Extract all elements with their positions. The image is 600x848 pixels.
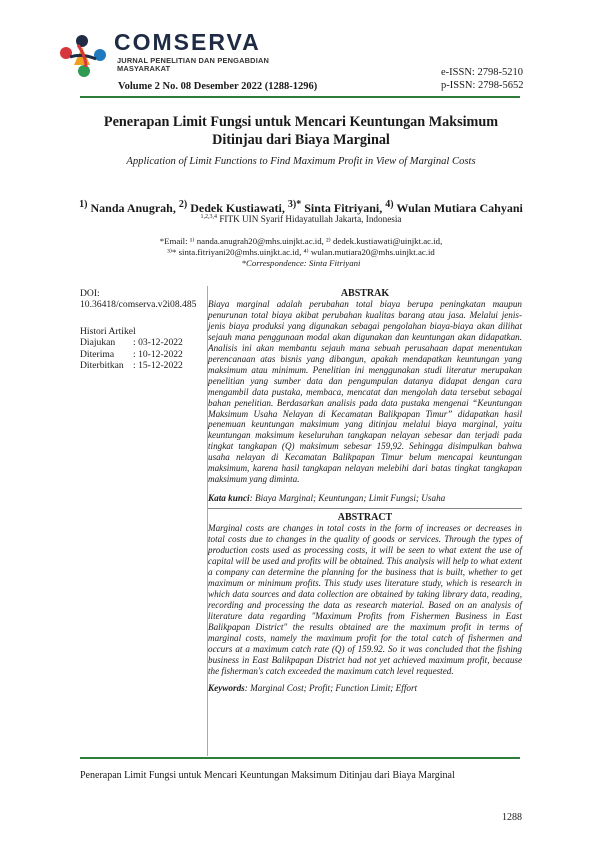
author-name: Sinta Fitriyani,: [304, 201, 383, 215]
keywords-text: : Marginal Cost; Profit; Function Limit; Effort: [244, 682, 418, 693]
article-title: Penerapan Limit Fungsi untuk Mencari Keuntungan Maksimum Ditinjau dari Biaya Marginal: [103, 114, 499, 148]
kata-kunci-label: Kata kunci: [208, 493, 250, 504]
brand-subtitle: JURNAL PENELITIAN DAN PENGABDIAN MASYARAKAT: [117, 56, 270, 74]
kata-kunci: [208, 493, 522, 503]
affiliation: [80, 214, 522, 224]
keywords: [208, 683, 522, 693]
affiliation-sup: 1,2,3,4: [200, 214, 218, 220]
header-divider: [80, 96, 520, 98]
email-block: [80, 236, 522, 269]
abstract-column: [208, 288, 522, 693]
abstract-heading: ABSTRACT: [337, 512, 393, 524]
article-title-english: Application of Limit Functions to Find Maximum Profit in View of Marginal Costs: [126, 156, 476, 167]
doi-label: DOI:: [80, 288, 100, 299]
author-sup: 3)*: [287, 199, 302, 210]
brand-name: COMSERVA: [114, 29, 261, 55]
doi-link[interactable]: 10.36418/comserva.v2i08.485: [80, 299, 197, 311]
author-sup: 2): [178, 199, 188, 210]
abstrak-text: Biaya marginal adalah perubahan total biaya berupa peningkatan maupun penurunan total biaya akibat perubahan kualitas barang atau jasa. Melalui jenis-jenis biaya produksi yang digunakan sebagai pengolahan biaya-biaya akan dilihat sejauh mana penggunaan modal akan digunakan dan keuntungan akan didapatkan. Analisis ini akan membantu sejauh mana sebuah perusahaan dapat menentukan perencanaan atas bisnis yang dibangun, apakah mendapatkan keuntungan yang maksimum atau minimum. Penelitian ini menggunakan studi literatur merupakan penelitian yang sumber data dan pengumpulan datanya didapat dengan cara mengambil data pustaka, membaca, mencatat dan mengolah data tersebut sebagai bahan penelitian. Berdasarkan analisis pada data pustaka mengenai “Keuntungan Maksimum Usaha Nelayan di Kecamatan Balikpapan Timur” didapatkan hasil penemuan keuntungan maksimum yang ditinjau melalui biaya marginal, yaitu keuntungan maksimum keseluruhan tangkapan nelayan sebesar dan terjadi pada tingkat tangkapan (Q) maksimum sebesar 159,92. Sehingga disimpulkan bahwa usaha nelayan di Kecamatan Balikpapan Timur belum mencapai keuntungan maksimum, karena hasil tangkapan nelayan melebihi dari batas tingkat tangkapan maksimum yang diminta.: [208, 299, 522, 485]
keywords-label: Keywords: [208, 682, 245, 693]
author-sup: 1): [79, 199, 88, 210]
comserva-logo-icon: [56, 31, 112, 81]
abstrak-heading: ABSTRAK: [340, 288, 390, 299]
author-sup: 4): [385, 199, 394, 210]
history-row-label: Diterima: [80, 348, 115, 360]
history-row-label: Diterbitkan: [80, 360, 124, 372]
footer-divider: [80, 757, 520, 759]
email-line: ³⁾* sinta.fitriyani20@mhs.uinjkt.ac.id, ⁴⁾ wulan.mutiara20@mhs.uinjkt.ac.id: [167, 247, 435, 257]
page-number: 1288: [502, 812, 522, 823]
history-row-value: : 15-12-2022: [133, 360, 183, 372]
author-name: Wulan Mutiara Cahyani: [396, 201, 523, 215]
history-row-value: : 10-12-2022: [133, 348, 183, 360]
history-row: [80, 360, 204, 371]
correspondence: *Correspondence: Sinta Fitriyani: [241, 258, 361, 268]
affiliation-text: FITK UIN Syarif Hidayatullah Jakarta, Indonesia: [219, 214, 402, 225]
history-row: [80, 349, 204, 360]
email-line: *Email: ¹⁾ nanda.anugrah20@mhs.uinjkt.ac.id, ²⁾ dedek.kustiawati@uinjkt.ac.id,: [159, 236, 443, 246]
article-meta: [80, 288, 204, 371]
history-row: [80, 337, 204, 348]
history-label: Histori Artikel: [80, 325, 136, 337]
issue-info: Volume 2 No. 08 Desember 2022 (1288-1296): [118, 81, 318, 92]
author-name: Dedek Kustiawati,: [190, 201, 285, 215]
author-name: Nanda Anugrah,: [90, 201, 176, 215]
pissn: p-ISSN: 2798-5652: [441, 80, 524, 91]
section-divider: [208, 508, 522, 509]
kata-kunci-text: : Biaya Marginal; Keuntungan; Limit Fungsi; Usaha: [249, 493, 446, 504]
history-row-value: : 03-12-2022: [133, 337, 183, 349]
abstract-text: Marginal costs are changes in total costs in the form of increases or decreases in total costs due to changes in the quality of goods or services. Through the types of production costs used as processing costs, it will be seen to what extent the use of capital will be used and profits will be obtained. This analysis will help to what extent a company can determine the planning for the business that is built, whether to get maximum or minimum profits. This study uses literature study, which is research in which data sources and data collection are obtained by taking library data, reading, recording and processing the data as research material. Based on an analysis of literature data regarding "Maximum Profits from Fishermen Business in East Balikpapan District" the results obtained are the maximum profit in terms of marginal costs, namely the maximum profit for the total catch of fishermen and occurs at a maximum catch rate (Q) of 159.92. So it was concluded that the fishing business in East Balikpapan District had not yet achieved maximum profit, because the fisherman's catch exceeded the maximum catch level requested.: [208, 523, 522, 676]
eissn: e-ISSN: 2798-5210: [441, 67, 523, 78]
running-title: Penerapan Limit Fungsi untuk Mencari Keuntungan Maksimum Ditinjau dari Biaya Marginal: [80, 770, 455, 781]
history-row-label: Diajukan: [80, 337, 116, 349]
